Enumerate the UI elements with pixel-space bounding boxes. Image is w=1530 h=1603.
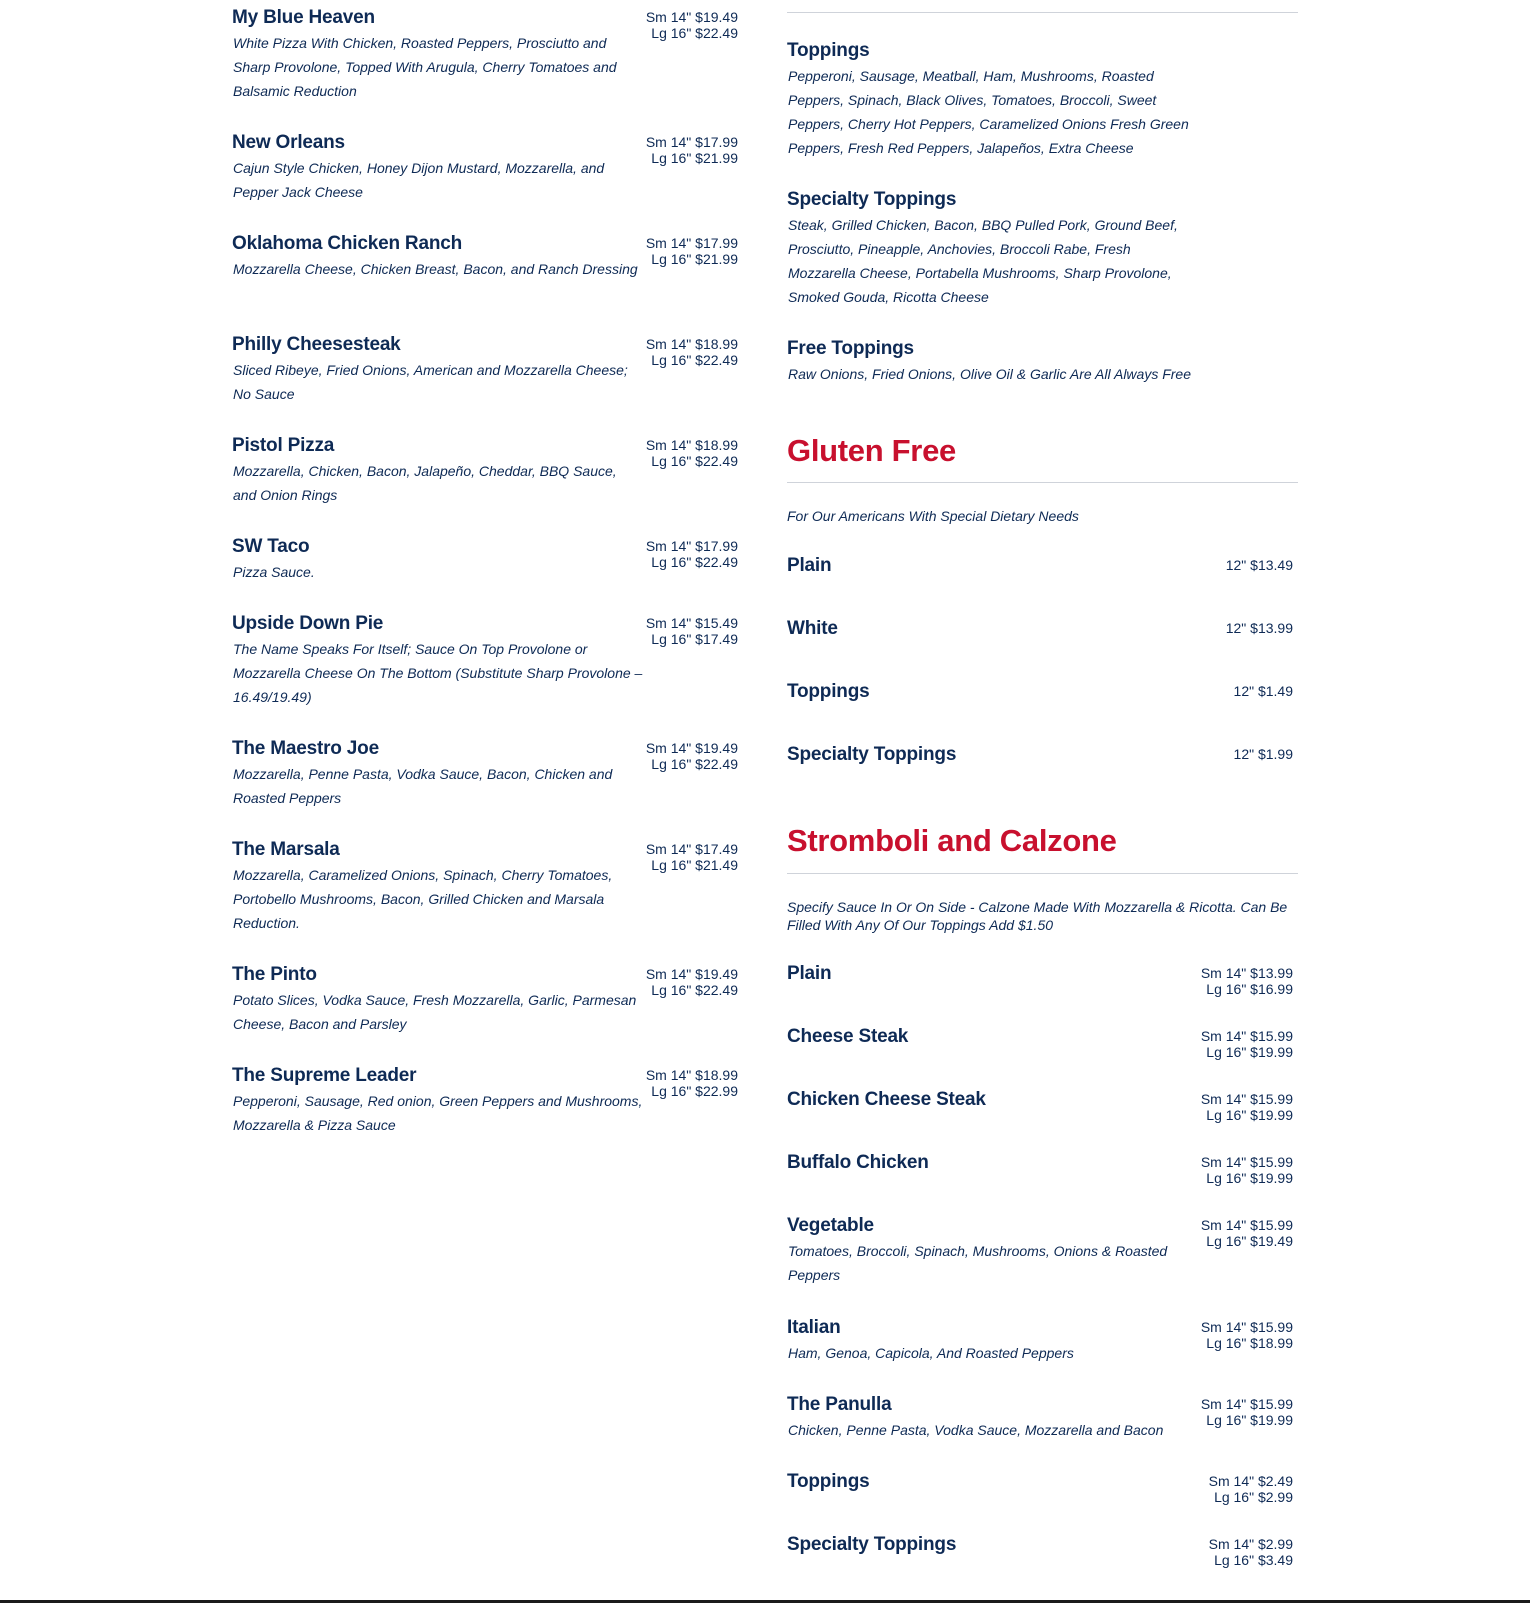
item-price: 12" $1.49	[1233, 683, 1293, 699]
item-description: Mozzarella, Chicken, Bacon, Jalapeño, Cheddar, BBQ Sauce, and Onion Rings	[233, 463, 617, 503]
item-description: Pepperoni, Sausage, Red onion, Green Peppers and Mushrooms, Mozzarella & Pizza Sauce	[233, 1093, 643, 1133]
item-name: White	[787, 618, 838, 639]
price-large: Lg 16" $16.99	[1206, 981, 1293, 997]
price-large: Lg 16" $2.99	[1214, 1489, 1293, 1505]
item-name: Toppings	[787, 681, 870, 702]
item-description: Pizza Sauce.	[233, 564, 315, 580]
item-name: New Orleans	[232, 132, 345, 153]
price-small: Sm 14" $15.99	[1200, 1217, 1293, 1233]
item-description: Chicken, Penne Pasta, Vodka Sauce, Mozzarella and Bacon	[788, 1422, 1164, 1438]
item-price	[1201, 1396, 1293, 1428]
item-name: Pistol Pizza	[232, 435, 335, 456]
item-price	[646, 437, 738, 469]
price-small: Sm 14" $17.99	[645, 134, 738, 150]
price-small: Sm 14" $17.99	[645, 235, 738, 251]
price-small: Sm 14" $15.99	[1200, 1396, 1293, 1412]
price-small: Sm 14" $17.49	[645, 841, 738, 857]
gluten-free-heading: Gluten Free	[787, 433, 956, 468]
price-large: Lg 16" $22.49	[651, 352, 738, 368]
item-price	[646, 134, 738, 166]
price-small: Sm 14" $2.99	[1208, 1536, 1293, 1552]
item-name: Oklahoma Chicken Ranch	[232, 233, 463, 254]
price-small: Sm 14" $15.99	[1200, 1028, 1293, 1044]
item-price	[1201, 1319, 1293, 1351]
item-description: Steak, Grilled Chicken, Bacon, BBQ Pulled Pork, Ground Beef, Prosciutto, Pineapple, Anchovies, Broccoli Rabe, Fresh Mozzarella Cheese, Portabella Mushrooms, Sharp Provolone, Smoked Gouda, Ricotta Cheese	[788, 217, 1178, 305]
item-description: Mozzarella, Caramelized Onions, Spinach, Cherry Tomatoes, Portobello Mushrooms, Bacon, Grilled Chicken and Marsala Reduction.	[233, 867, 613, 931]
item-description: The Name Speaks For Itself; Sauce On Top Provolone or Mozzarella Cheese On The Bottom (Substitute Sharp Provolone – 16.49/19.49)	[233, 641, 643, 705]
stromboli-calzone-note: Specify Sauce In Or On Side - Calzone Made With Mozzarella & Ricotta. Can Be Filled With Any Of Our Toppings Add $1.50	[787, 899, 1288, 933]
item-price	[646, 336, 738, 368]
item-description: Ham, Genoa, Capicola, And Roasted Peppers	[788, 1345, 1074, 1361]
item-name: The Supreme Leader	[232, 1065, 417, 1086]
price-small: Sm 14" $19.49	[645, 9, 738, 25]
item-name: Specialty Toppings	[787, 744, 957, 765]
item-price	[646, 966, 738, 998]
item-description: White Pizza With Chicken, Roasted Peppers, Prosciutto and Sharp Provolone, Topped With Arugula, Cherry Tomatoes and Balsamic Reduction	[233, 35, 617, 99]
price-large: Lg 16" $22.49	[651, 982, 738, 998]
price-small: Sm 14" $15.99	[1200, 1319, 1293, 1335]
item-price	[1201, 1091, 1293, 1123]
price-large: Lg 16" $3.49	[1214, 1552, 1293, 1568]
item-description: Pepperoni, Sausage, Meatball, Ham, Mushrooms, Roasted Peppers, Spinach, Black Olives, Tomatoes, Broccoli, Sweet Peppers, Cherry Hot Peppers, Caramelized Onions Fresh Green Peppers, Fresh Red Peppers, Jalapeños, Extra Cheese	[788, 68, 1189, 156]
item-description: Cajun Style Chicken, Honey Dijon Mustard, Mozzarella, and Pepper Jack Cheese	[233, 160, 605, 200]
item-price	[1209, 1473, 1293, 1505]
price-small: Sm 14" $17.99	[645, 538, 738, 554]
item-name: SW Taco	[232, 536, 310, 557]
item-description: Raw Onions, Fried Onions, Olive Oil & Garlic Are All Always Free	[788, 366, 1192, 382]
stromboli-calzone-heading: Stromboli and Calzone	[787, 823, 1117, 858]
item-name: My Blue Heaven	[232, 7, 375, 28]
item-price	[1201, 1028, 1293, 1060]
item-name: The Pinto	[232, 964, 317, 985]
item-price	[1209, 1536, 1293, 1568]
item-price: 12" $13.49	[1225, 557, 1293, 573]
price-small: Sm 14" $19.49	[645, 740, 738, 756]
item-name: Toppings	[787, 1471, 870, 1492]
item-price	[646, 740, 738, 772]
price-large: Lg 16" $22.49	[651, 756, 738, 772]
item-description: Mozzarella, Penne Pasta, Vodka Sauce, Bacon, Chicken and Roasted Peppers	[233, 766, 613, 806]
item-description: Tomatoes, Broccoli, Spinach, Mushrooms, Onions & Roasted Peppers	[788, 1243, 1168, 1283]
item-name: Upside Down Pie	[232, 613, 384, 634]
item-name: The Marsala	[232, 839, 340, 860]
price-small: Sm 14" $18.99	[645, 336, 738, 352]
section-divider	[787, 873, 1298, 874]
item-name: Toppings	[787, 40, 870, 61]
item-name: Cheese Steak	[787, 1026, 909, 1047]
item-name: Specialty Toppings	[787, 189, 957, 210]
item-description: Mozzarella Cheese, Chicken Breast, Bacon, and Ranch Dressing	[233, 261, 638, 277]
price-small: Sm 14" $15.99	[1200, 1091, 1293, 1107]
item-name: Free Toppings	[787, 338, 914, 359]
item-price	[1201, 1217, 1293, 1249]
price-large: Lg 16" $21.49	[651, 857, 738, 873]
price-small: Sm 14" $18.99	[645, 1067, 738, 1083]
item-price	[1201, 965, 1293, 997]
price-large: Lg 16" $22.49	[651, 25, 738, 41]
item-description: Potato Slices, Vodka Sauce, Fresh Mozzarella, Garlic, Parmesan Cheese, Bacon and Parsley	[233, 992, 637, 1032]
price-large: Lg 16" $17.49	[651, 631, 738, 647]
price-large: Lg 16" $22.49	[651, 453, 738, 469]
price-large: Lg 16" $21.99	[651, 150, 738, 166]
item-price: 12" $1.99	[1233, 746, 1293, 762]
price-large: Lg 16" $21.99	[651, 251, 738, 267]
price-small: Sm 14" $18.99	[645, 437, 738, 453]
price-small: Sm 14" $19.49	[645, 966, 738, 982]
price-large: Lg 16" $22.49	[651, 554, 738, 570]
item-name: Specialty Toppings	[787, 1534, 957, 1555]
item-name: The Maestro Joe	[232, 738, 379, 759]
item-price	[646, 538, 738, 570]
item-name: Philly Cheesesteak	[232, 334, 401, 355]
item-price: 12" $13.99	[1225, 620, 1293, 636]
item-price	[646, 1067, 738, 1099]
section-divider	[787, 482, 1298, 483]
price-large: Lg 16" $19.99	[1206, 1170, 1293, 1186]
item-name: Chicken Cheese Steak	[787, 1089, 986, 1110]
price-small: Sm 14" $2.49	[1208, 1473, 1293, 1489]
price-large: Lg 16" $19.99	[1206, 1044, 1293, 1060]
item-name: Buffalo Chicken	[787, 1152, 929, 1173]
item-description: Sliced Ribeye, Fried Onions, American and Mozzarella Cheese; No Sauce	[233, 362, 628, 402]
price-large: Lg 16" $18.99	[1206, 1335, 1293, 1351]
price-small: Sm 14" $13.99	[1200, 965, 1293, 981]
item-name: Plain	[787, 963, 832, 984]
price-large: Lg 16" $19.99	[1206, 1107, 1293, 1123]
price-large: Lg 16" $19.99	[1206, 1412, 1293, 1428]
item-name: Vegetable	[787, 1215, 874, 1236]
gluten-free-note: For Our Americans With Special Dietary Needs	[787, 508, 1079, 524]
price-large: Lg 16" $22.99	[651, 1083, 738, 1099]
section-divider	[787, 12, 1298, 13]
item-price	[646, 841, 738, 873]
price-small: Sm 14" $15.49	[645, 615, 738, 631]
price-large: Lg 16" $19.49	[1206, 1233, 1293, 1249]
price-small: Sm 14" $15.99	[1200, 1154, 1293, 1170]
item-name: Plain	[787, 555, 832, 576]
item-price	[1201, 1154, 1293, 1186]
item-price	[646, 615, 738, 647]
item-name: The Panulla	[787, 1394, 892, 1415]
item-price	[646, 9, 738, 41]
item-price	[646, 235, 738, 267]
item-name: Italian	[787, 1317, 841, 1338]
